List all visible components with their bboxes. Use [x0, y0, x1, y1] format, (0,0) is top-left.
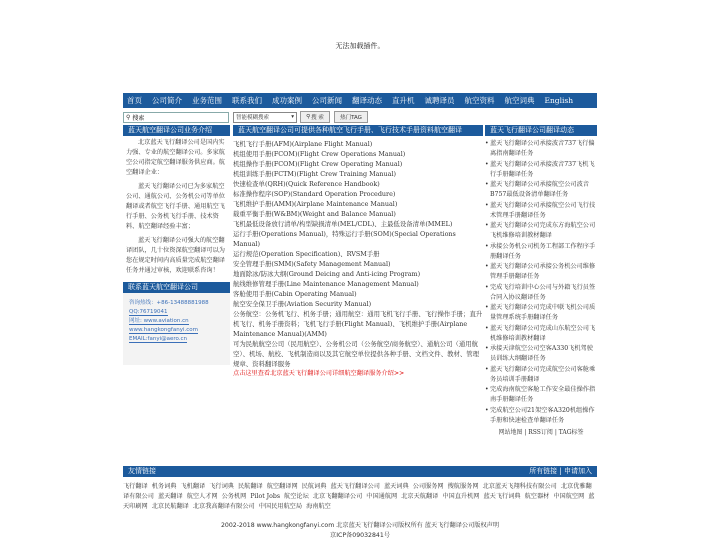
manual-item: 标准操作程序(SOP)(Standard Operation Procedure): [233, 190, 396, 198]
manual-item: 机组使用手册(FCOM)(Flight Crew Operations Manual): [233, 150, 406, 158]
friend-link[interactable]: Pilot Jobs: [250, 493, 281, 500]
friend-link[interactable]: 北京我高翻译有限公司: [192, 503, 255, 510]
manual-item: 航线维修管理手册(Line Maintenance Management Manual): [233, 280, 419, 288]
friend-link[interactable]: 搜航服务网: [447, 483, 479, 490]
chevron-down-icon: ▾: [291, 114, 294, 120]
friend-link[interactable]: 航空器材: [524, 493, 550, 500]
news-item[interactable]: • 蓝天飞行翻译公司完成山东航空公司飞机维修培训教材翻译: [485, 324, 597, 344]
nav-item-news[interactable]: 公司新闻: [312, 96, 342, 105]
nav-item-contact[interactable]: 联系我们: [232, 96, 262, 105]
friend-links-actions[interactable]: 所有链接 | 申请加入: [529, 467, 592, 475]
nav-item-about[interactable]: 公司简介: [152, 96, 182, 105]
news-item[interactable]: • 蓝天飞行翻译公司完成中联飞机公司质量管理系统手册翻译任务: [485, 303, 597, 323]
search-icon: ⚲: [126, 113, 131, 121]
nav-item-translation-news[interactable]: 翻译动态: [352, 96, 382, 105]
about-paragraph: 北京蓝天飞行翻译公司是国内实力强、专业的航空翻译公司。多家航空公司指定航空翻译服务供应商。航空翻译企业：: [126, 139, 225, 176]
friend-link[interactable]: 航空人才网: [186, 493, 218, 500]
friend-link[interactable]: 北京蓝天飞翔科技有限公司: [482, 483, 557, 490]
manual-item: 飞机维护手册(AMM)(Airplane Maintenance Manual): [233, 200, 398, 208]
content-columns: [123, 125, 597, 465]
manuals-title: 蓝天航空翻译公司可提供各种航空飞行手册、飞行技术手册资料航空翻译: [233, 125, 483, 136]
contact-email[interactable]: EMAIL:fanyi@aero.cn: [129, 336, 188, 342]
manual-item: 运行规范(Operation Specification)、RVSM手册: [233, 250, 380, 258]
friend-link[interactable]: 航空翻译网: [266, 483, 298, 490]
about-paragraph: 蓝天飞行翻译公司强大的航空翻译团队，几十位资深航空翻译可以为您在规定时间内高质量完成航空翻译任务并通过审核，欢迎联系咨询！: [126, 237, 225, 274]
search-button[interactable]: [300, 111, 330, 123]
news-item[interactable]: • 完成航空公司21架空客A320机组操作手册和快速检查单翻译任务: [485, 406, 597, 426]
news-item[interactable]: • 蓝天飞行翻译公司承接波音737飞机飞行手册翻译任务: [485, 160, 597, 180]
friend-links-list: [123, 482, 597, 512]
manual-item: 机组训练手册(FCTM)(Flight Crew Training Manual): [233, 170, 397, 178]
more-services-link[interactable]: 点击这里查看北京蓝天飞行翻译公司详细航空翻译服务介绍>>: [233, 370, 405, 377]
friend-link[interactable]: 北京民航翻译: [151, 503, 189, 510]
friend-link[interactable]: 中国民用航空局: [258, 503, 303, 510]
friend-link[interactable]: 民航词典: [301, 483, 327, 490]
news-list: [485, 136, 597, 426]
news-item[interactable]: • 完成飞行培训中心公司与外籍飞行员签合同入协议翻译任务: [485, 283, 597, 303]
manual-item: 客舱使用手册(Cabin Operating Manual): [233, 290, 357, 298]
friend-links-title: 友情链接: [128, 467, 156, 475]
nav-item-jobs[interactable]: 诚聘译员: [424, 96, 455, 105]
friend-link[interactable]: 公务机网: [221, 493, 247, 500]
friend-links-bar: [123, 466, 597, 477]
friend-link[interactable]: 机务词典: [151, 483, 177, 490]
friend-link[interactable]: 蓝天飞行翻译公司: [330, 483, 380, 490]
main-nav: [123, 93, 597, 108]
search-bar: [123, 109, 597, 125]
friend-link[interactable]: 中国直升机网: [442, 493, 480, 500]
copyright-text: 2002-2018 www.hangkongfanyi.com 北京蓝天飞行翻译公司版权所有 蓝天飞行翻译公司版权声明: [220, 522, 500, 529]
nav-item-dictionary[interactable]: 航空词典: [504, 96, 535, 105]
contact-phone: 咨询热线：+86-13488881988: [129, 300, 209, 306]
manual-item: 地面除冰/防冰大纲(Ground Deicing and Anti-icing Program): [233, 270, 421, 278]
news-item[interactable]: • 蓝天飞行翻译公司完成东方海航空公司飞机维修培训教材翻译: [485, 221, 597, 241]
friend-link[interactable]: 民航翻译: [238, 483, 263, 490]
news-item[interactable]: • 完成海南航空客舱工作安全最佳操作指南手册翻译任务: [485, 385, 597, 405]
news-item[interactable]: • 承接天津航空公司空客A330飞机驾驶员训练大纲翻译任务: [485, 344, 597, 364]
friend-link[interactable]: 北京飞翻翻译公司: [312, 493, 363, 500]
news-title: 蓝天飞行翻译公司翻译动态: [485, 125, 597, 136]
about-title: 蓝天航空翻译公司业务介绍: [123, 125, 230, 136]
friend-link[interactable]: 中国航空网: [553, 493, 585, 500]
friend-link[interactable]: 蓝天词典: [383, 483, 409, 490]
friend-link[interactable]: 飞机翻译: [180, 483, 206, 490]
manual-item: 机组操作手册(FCOM)(Flight Crew Operating Manual): [233, 160, 403, 168]
news-item[interactable]: • 承接公务机公司机务工程部工作程序手册翻译任务: [485, 242, 597, 262]
friend-link[interactable]: 蓝天飞行词典: [483, 493, 521, 500]
friend-link[interactable]: 公司服务网: [412, 483, 444, 490]
about-paragraph: 蓝天飞行翻译公司已为多家航空公司、通航公司、公务机公司等单位翻译或者航空飞行手册、通用航空飞行手册、公务机飞行手册、技术资料、航空翻译经验丰富；: [126, 183, 225, 230]
manual-item: 安全管理手册(SMM)(Safety Management Manual): [233, 260, 391, 268]
contact-website[interactable]: 网址: www.aviation.cn: [129, 318, 189, 324]
nav-item-home[interactable]: 首页: [127, 96, 142, 105]
search-input[interactable]: [132, 113, 222, 121]
plugin-notice: 无法加载插件。: [335, 42, 385, 50]
nav-item-materials[interactable]: 航空资料: [464, 96, 495, 105]
friend-link[interactable]: 飞行翻译: [123, 483, 148, 490]
manual-item: 飞机飞行手册(AFM)(Airplane Flight Manual): [233, 140, 373, 148]
news-item[interactable]: • 蓝天飞行翻译公司承接公务机公司维修管理手册翻译任务: [485, 262, 597, 282]
search-mode-value: 智能模糊搜索: [236, 115, 270, 121]
search-mode-select[interactable]: [233, 112, 297, 123]
nav-item-helicopter[interactable]: 直升机: [392, 96, 415, 105]
friend-link[interactable]: 北京天航翻译: [401, 493, 439, 500]
nav-item-services[interactable]: 业务范围: [192, 96, 222, 105]
contact-website-alt[interactable]: www.hangkongfanyi.com: [129, 327, 198, 333]
hot-tag-button[interactable]: 热门TAG: [334, 111, 368, 123]
nav-item-cases[interactable]: 成功案例: [272, 96, 302, 105]
news-item[interactable]: • 蓝天飞行翻译公司完成航空公司客舱乘务员培训手册翻译: [485, 365, 597, 385]
friend-link[interactable]: 航空论坛: [284, 493, 309, 500]
page-wrapper: [123, 93, 597, 465]
manual-item: 飞机最低设备放行清单/构型缺损清单(MEL/CDL)、主最低设备清单(MMEL): [233, 220, 453, 228]
search-box: [123, 112, 229, 123]
news-item[interactable]: • 蓝天飞行翻译公司承接波音737飞行偏离指南翻译任务: [485, 139, 597, 159]
icp-number[interactable]: 京ICP备09032841号: [330, 532, 390, 539]
nav-item-english[interactable]: English: [544, 96, 574, 105]
manual-item: 航空安全保卫手册(Aviation Security Manual): [233, 300, 372, 308]
news-footer-links[interactable]: 网站地图 | RSS订阅 | TAG标签: [498, 429, 584, 436]
contact-qq[interactable]: QQ:76719041: [129, 309, 168, 315]
manual-item: 运行手册(Operations Manual)，特殊运行手册(SOM)(Special Operations Manual): [233, 230, 456, 248]
manual-item: 可为民航航空公司（民用航空）、公务机公司（公务航空/商务航空）、通航公司（通用航空）、机场、航校、飞机制造商以及其它航空单位提供各种手册、文档文件、教材、管理规章、资料翻译服务: [233, 340, 480, 368]
manual-item: 快速检查单(QRH)(Quick Reference Handbook): [233, 180, 380, 188]
friend-link[interactable]: 蓝天翻译: [157, 493, 183, 500]
friend-link[interactable]: 中国通航网: [366, 493, 398, 500]
search-button-label: 搜 索: [311, 115, 324, 121]
friend-link[interactable]: 飞行词典: [209, 483, 234, 490]
friend-link[interactable]: 北京优雅翻译有限公司: [123, 483, 592, 500]
contact-card: [123, 293, 230, 365]
right-column: [485, 125, 597, 436]
friend-link[interactable]: 海南航空: [306, 503, 331, 510]
manual-item: 载重平衡手册(W&BM)(Weight and Balance Manual): [233, 210, 396, 218]
manual-item: 公务航空：公务机飞行、机务手册；通用航空：通用飞机飞行手册、飞行操作手册；直升机飞行、机务手册资料；飞机飞行手册(Flight Manual)、飞机维护手册(Airplane Maintenance Manual)(AMM): [233, 310, 483, 338]
copyright: [0, 521, 720, 541]
search-button-icon: ⚲: [306, 114, 311, 120]
friend-link[interactable]: 蓝天印刷网: [123, 493, 595, 510]
about-text: [123, 136, 230, 282]
news-item[interactable]: • 蓝天飞行翻译公司承接航空公司飞行技术管理手册翻译任务: [485, 201, 597, 221]
left-column: [123, 125, 230, 365]
center-column: [233, 125, 483, 378]
contact-title: 联系蓝天航空翻译公司: [123, 282, 230, 293]
news-item[interactable]: • 蓝天飞行翻译公司承接航空公司波音B757最低设备清单翻译任务: [485, 180, 597, 200]
manuals-list: [233, 136, 483, 369]
